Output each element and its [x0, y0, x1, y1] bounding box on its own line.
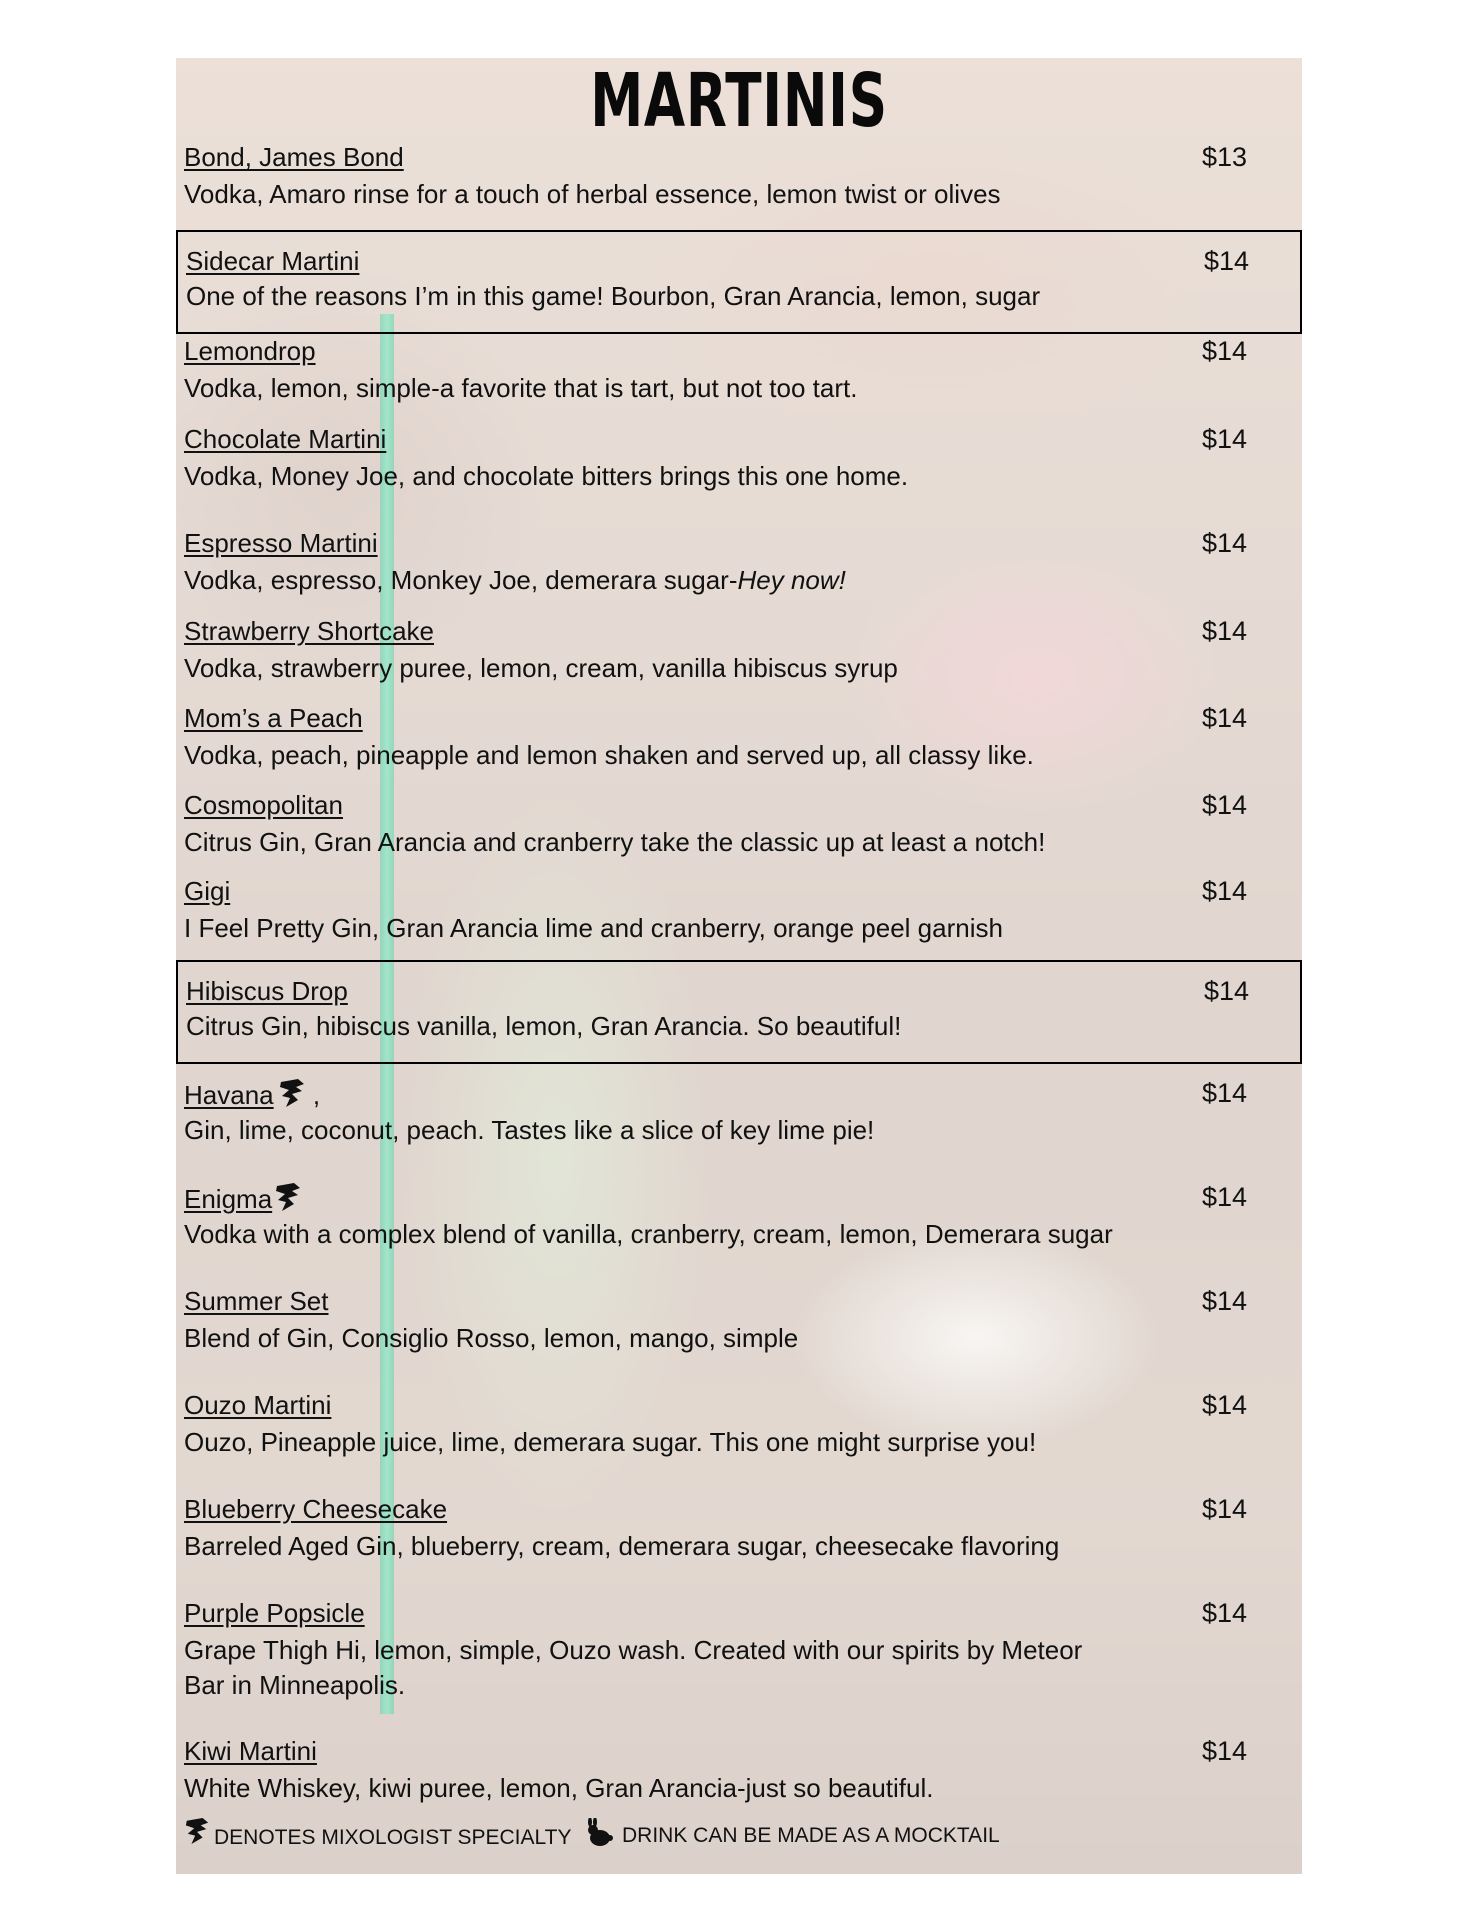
menu-item-sidecar-martini: [176, 230, 1302, 334]
dragon-head-icon: [274, 1182, 302, 1212]
item-name: Espresso Martini: [184, 528, 378, 558]
item-name: Chocolate Martini: [184, 424, 387, 454]
item-price: $14: [1204, 246, 1250, 276]
item-price: $14: [1202, 424, 1248, 454]
menu-page: [176, 58, 1302, 1874]
item-price: $14: [1202, 1182, 1248, 1212]
item-name: Purple Popsicle: [184, 1598, 365, 1628]
menu-item-strawberry-shortcake: [176, 616, 1302, 686]
item-name: Mom’s a Peach: [184, 703, 363, 733]
item-price: $14: [1202, 703, 1248, 733]
menu-item-blueberry-cheesecake: [176, 1494, 1302, 1564]
item-name: Summer Set: [184, 1286, 329, 1316]
item-description: Vodka, strawberry puree, lemon, cream, vanilla hibiscus syrup: [184, 653, 898, 683]
item-description: Vodka, lemon, simple-a favorite that is tart, but not too tart.: [184, 373, 858, 403]
menu-item-kiwi-martini: [176, 1736, 1302, 1806]
item-name: Lemondrop: [184, 336, 316, 366]
item-price: $14: [1202, 790, 1248, 820]
menu-item-hibiscus-drop: [176, 960, 1302, 1064]
item-name-suffix: ,: [312, 1080, 321, 1110]
menu-item-chocolate-martini: [176, 424, 1302, 494]
menu-item-havana: [176, 1078, 1302, 1148]
item-description: Vodka, Amaro rinse for a touch of herbal essence, lemon twist or olives: [184, 179, 1001, 209]
item-description-text: Vodka, espresso, Monkey Joe, demerara sugar-: [184, 565, 738, 595]
menu-item-enigma: [176, 1182, 1302, 1252]
item-name: Kiwi Martini: [184, 1736, 317, 1766]
menu-item-summer-set: [176, 1286, 1302, 1356]
item-name: Gigi: [184, 876, 231, 906]
item-name: Hibiscus Drop: [186, 976, 348, 1006]
item-name: Strawberry Shortcake: [184, 616, 434, 646]
item-description: Citrus Gin, hibiscus vanilla, lemon, Gran Arancia. So beautiful!: [186, 1011, 902, 1041]
item-price: $14: [1202, 1598, 1248, 1628]
item-description: One of the reasons I’m in this game! Bourbon, Gran Arancia, lemon, sugar: [186, 281, 1041, 311]
item-price: $14: [1202, 1736, 1248, 1766]
menu-item-cosmopolitan: [176, 790, 1302, 860]
item-description: Blend of Gin, Consiglio Rosso, lemon, mango, simple: [184, 1323, 799, 1353]
item-name: Blueberry Cheesecake: [184, 1494, 448, 1524]
item-price: $14: [1202, 616, 1248, 646]
item-description: White Whiskey, kiwi puree, lemon, Gran Arancia-just so beautiful.: [184, 1773, 934, 1803]
menu-item-purple-popsicle: [176, 1598, 1302, 1704]
item-description: Grape Thigh Hi, lemon, simple, Ouzo wash. Created with our spirits by Meteor Bar in Minneapolis.: [184, 1635, 1083, 1700]
legend-specialty-label: DENOTES MIXOLOGIST SPECIALTY: [214, 1826, 572, 1849]
menu-item-moms-a-peach: [176, 703, 1302, 773]
rabbit-icon: [584, 1818, 614, 1848]
item-name: Bond, James Bond: [184, 142, 404, 172]
menu-item-lemondrop: [176, 336, 1302, 406]
item-description: Ouzo, Pineapple juice, lime, demerara sugar. This one might surprise you!: [184, 1427, 1037, 1457]
item-name: Havana: [184, 1080, 274, 1110]
item-description: Barreled Aged Gin, blueberry, cream, demerara sugar, cheesecake flavoring: [184, 1531, 1060, 1561]
item-price: $14: [1204, 976, 1250, 1006]
item-price: $14: [1202, 1078, 1248, 1108]
dragon-head-icon: [278, 1078, 306, 1108]
item-name: Ouzo Martini: [184, 1390, 332, 1420]
menu-item-ouzo-martini: [176, 1390, 1302, 1460]
item-price: $14: [1202, 528, 1248, 558]
item-name-wrapper: [184, 1182, 302, 1215]
item-description: Vodka with a complex blend of vanilla, cranberry, cream, lemon, Demerara sugar: [184, 1219, 1113, 1249]
item-name: Enigma: [184, 1184, 273, 1214]
item-name: Cosmopolitan: [184, 790, 343, 820]
item-price: $14: [1202, 876, 1248, 906]
page-title: MARTINIS: [590, 58, 888, 144]
menu-item-espresso-martini: [176, 528, 1302, 598]
dragon-head-icon: [184, 1816, 210, 1846]
item-name-wrapper: [184, 1078, 320, 1111]
item-price: $14: [1202, 1390, 1248, 1420]
item-description: Vodka, Money Joe, and chocolate bitters brings this one home.: [184, 461, 909, 491]
item-description: Vodka, peach, pineapple and lemon shaken and served up, all classy like.: [184, 740, 1034, 770]
item-description: [184, 563, 1264, 598]
item-description-exclamation: Hey now!: [737, 565, 846, 595]
item-price: $14: [1202, 1494, 1248, 1524]
menu-item-gigi: [176, 876, 1302, 946]
legend-mocktail-label: DRINK CAN BE MADE AS A MOCKTAIL: [622, 1824, 1000, 1847]
item-price: $14: [1202, 336, 1248, 366]
item-description: Citrus Gin, Gran Arancia and cranberry take the classic up at least a notch!: [184, 827, 1046, 857]
item-price: $13: [1202, 142, 1248, 172]
item-description: Gin, lime, coconut, peach. Tastes like a slice of key lime pie!: [184, 1115, 875, 1145]
item-description: I Feel Pretty Gin, Gran Arancia lime and cranberry, orange peel garnish: [184, 913, 1003, 943]
menu-item-bond-james-bond: [176, 142, 1302, 212]
item-name: Sidecar Martini: [186, 246, 360, 276]
item-price: $14: [1202, 1286, 1248, 1316]
